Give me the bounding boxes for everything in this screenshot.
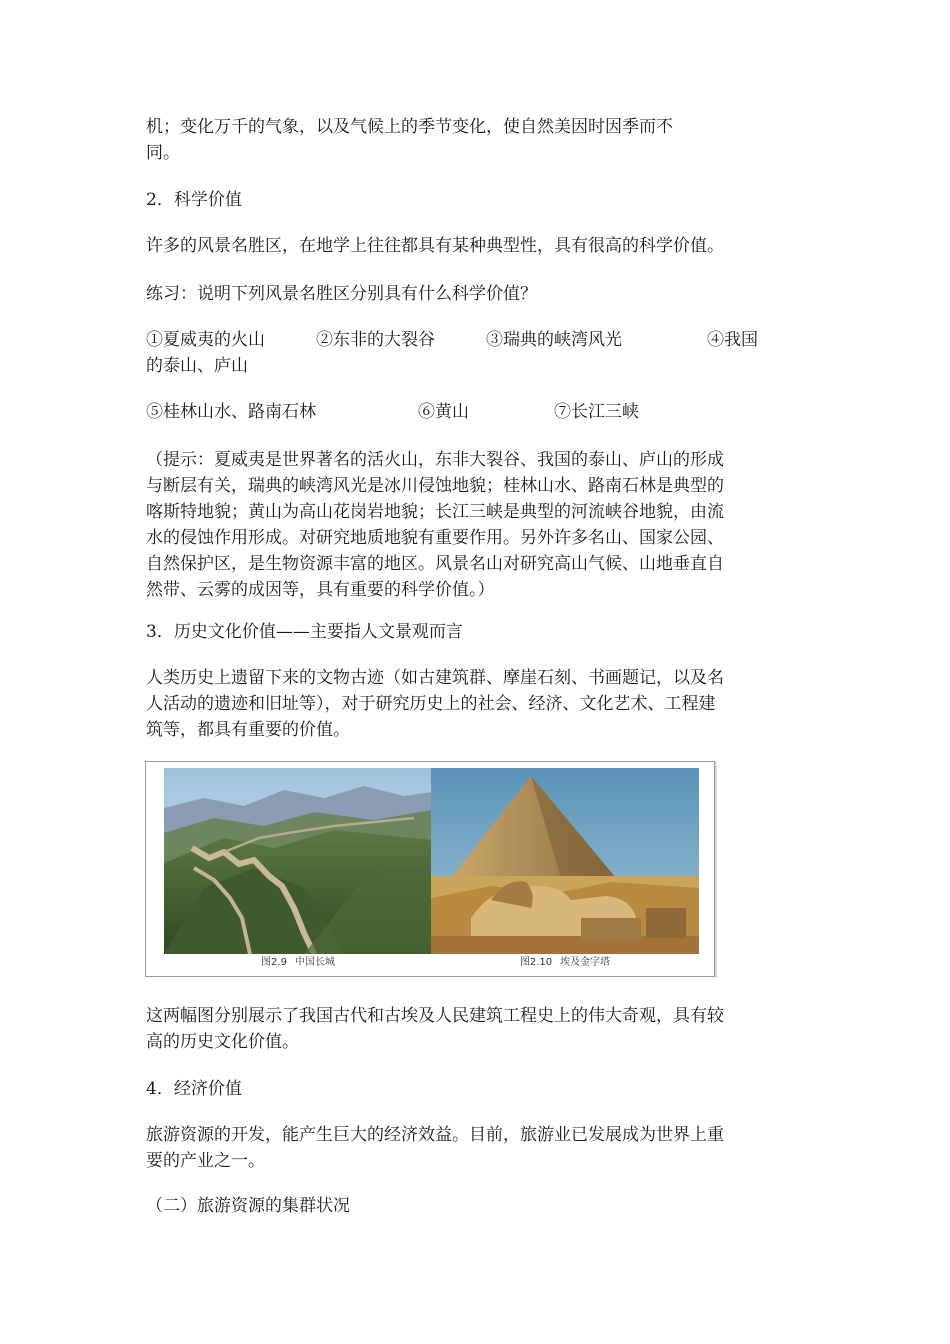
figure-great-wall-and-pyramid — [145, 761, 715, 977]
exercise-items-5-7: ⑤桂林山水、路南石林 ⑥黄山 ⑦长江三峡 — [146, 402, 639, 422]
caption-title: 埃及金字塔 — [560, 957, 611, 968]
pyramid-sphinx-photo — [431, 768, 699, 954]
heading-resource-clusters: （二）旅游资源的集群状况 — [146, 1196, 350, 1216]
paragraph-figure-description: 这两幅图分别展示了我国古代和古埃及人民建筑工程史上的伟大奇观，具有较 高的历史文化价值。 — [146, 1006, 724, 1052]
caption-number: 图2.9 — [261, 957, 287, 968]
heading-economic-value: 4．经济价值 — [146, 1079, 242, 1099]
caption-number: 图2.10 — [519, 957, 553, 968]
heading-scientific-value: 2．科学价值 — [146, 190, 242, 210]
paragraph-scientific-value: 许多的风景名胜区，在地学上往往都具有某种典型性，具有很高的科学价值。 — [146, 236, 724, 256]
great-wall-photo — [164, 768, 432, 954]
exercise-prompt: 练习：说明下列风景名胜区分别具有什么科学价值？ — [146, 284, 537, 304]
exercise-items-1-4: ①夏威夷的火山 ②东非的大裂谷 ③瑞典的峡湾风光 ④我国 的泰山、庐山 — [146, 330, 758, 376]
paragraph-economic-value: 旅游资源的开发，能产生巨大的经济效益。目前，旅游业已发展成为世界上重 要的产业之一。 — [146, 1125, 724, 1171]
caption-pyramid — [431, 956, 699, 970]
figure-edge-shadow — [715, 762, 717, 978]
heading-historical-value: 3．历史文化价值——主要指人文景观而言 — [146, 622, 463, 642]
paragraph-seasonal-beauty: 机；变化万千的气象，以及气候上的季节变化，使自然美因时因季而不 同。 — [146, 117, 673, 163]
caption-title: 中国长城 — [294, 957, 335, 968]
hint-paragraph: （提示：夏威夷是世界著名的活火山，东非大裂谷、我国的泰山、庐山的形成 与断层有关，瑞典的峡湾风光是冰川侵蚀地貌；桂林山水、路南石林是典型的 喀斯特地貌；黄山为高山花岗岩地貌；长江三峡是典型的河流峡谷地貌，由流 水的侵蚀作用形成。对研究地质地貌有重要作用。另外许多名山、国家公园、 自然保护区，是生物资源丰富的地区。风景名山对研究高山气候、山地垂直自 然带、云雾的成因等，具有重要的科学价值。） — [146, 450, 724, 600]
paragraph-historical-value: 人类历史上遗留下来的文物古迹（如古建筑群、摩崖石刻、书画题记，以及名 人活动的遗迹和旧址等），对于研究历史上的社会、经济、文化艺术、工程建 筑等，都具有重要的价值。 — [146, 668, 724, 740]
caption-great-wall — [164, 956, 432, 970]
